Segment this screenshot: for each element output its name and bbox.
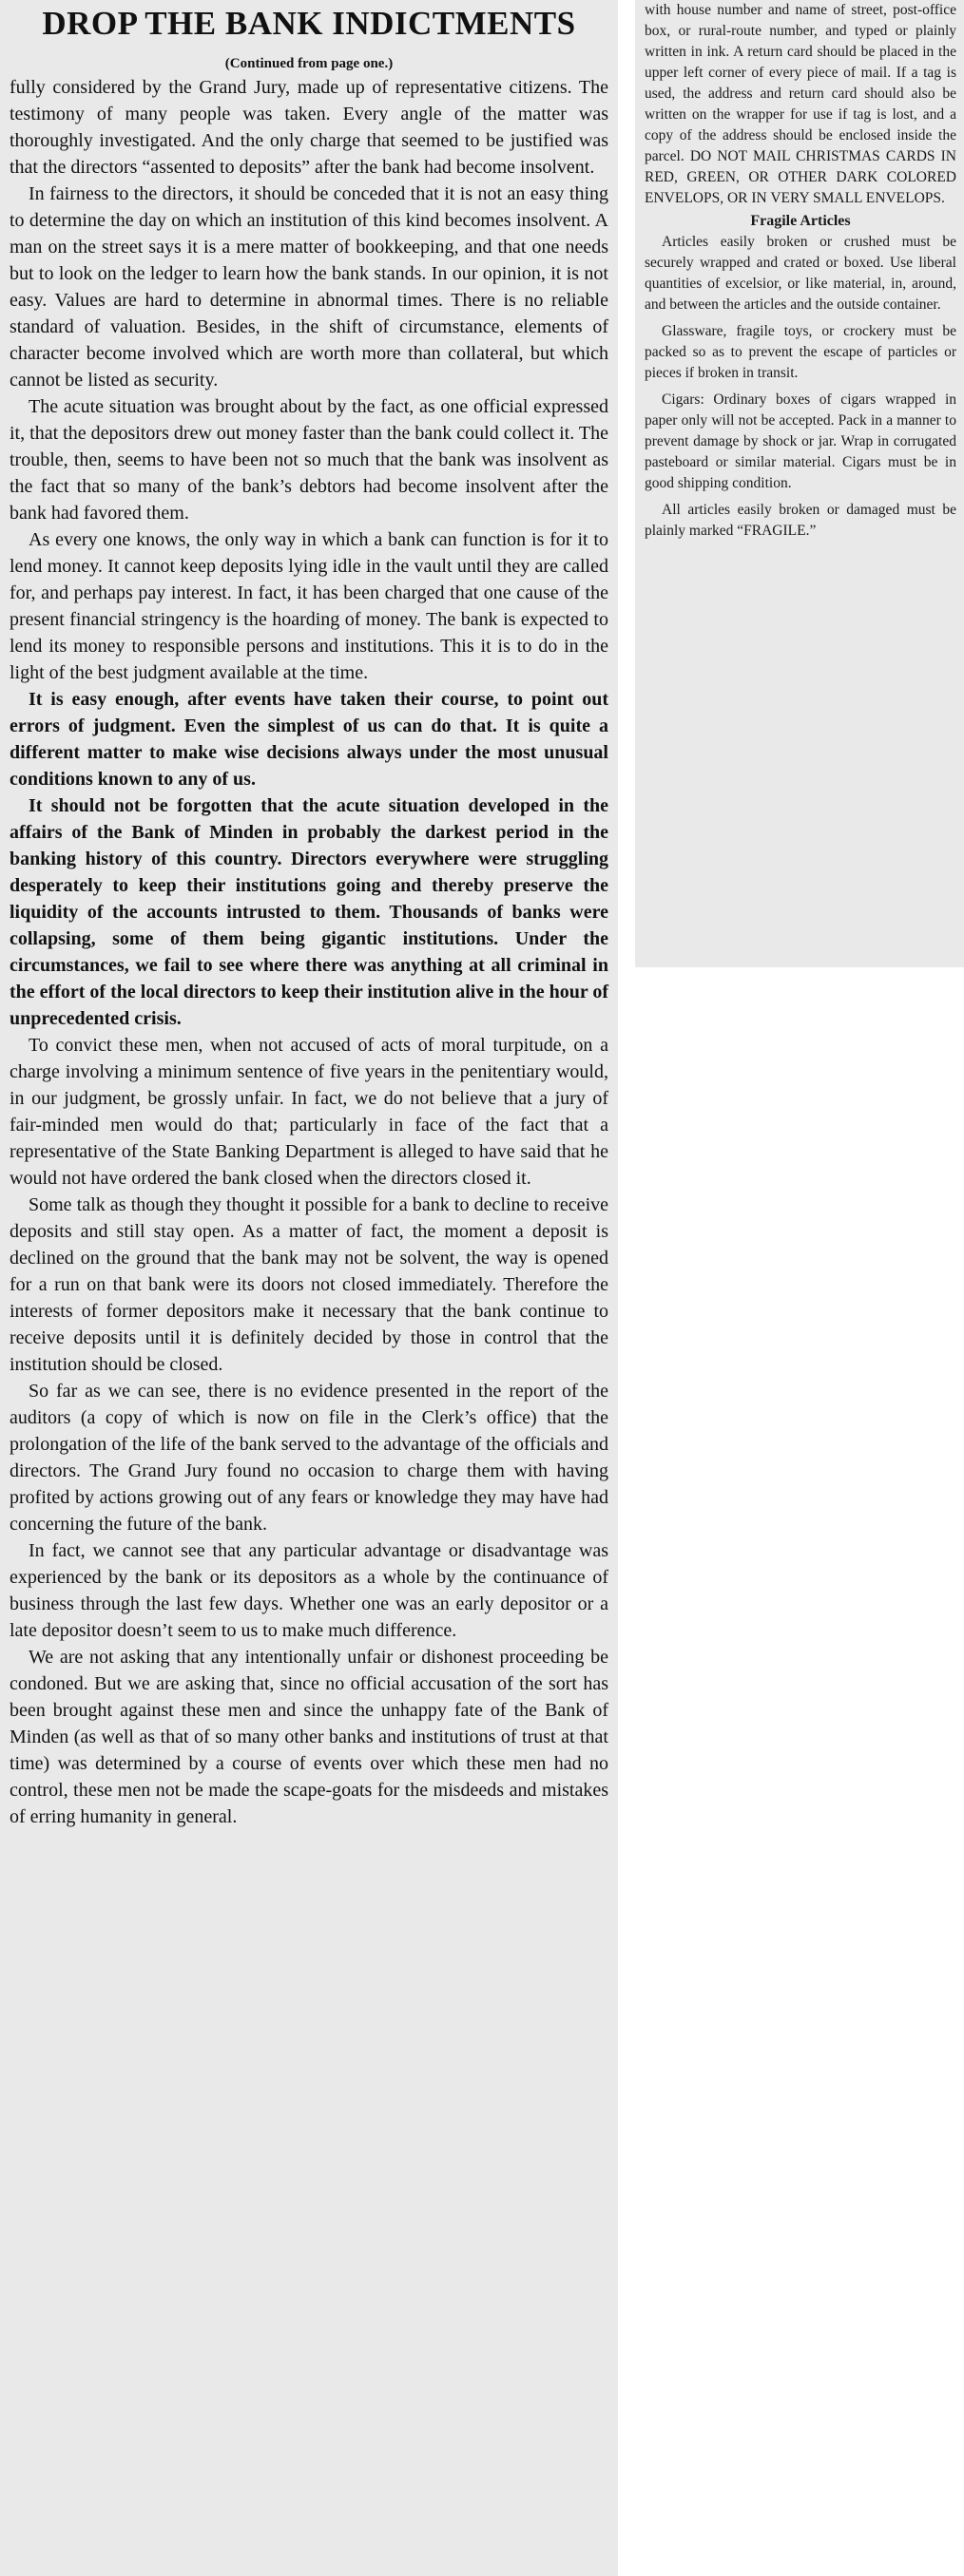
article-paragraph: To convict these men, when not accused of acts of moral turpitude, on a charge involving a minimum sentence of five years in the penitentiary would, in our judgment, be grossly unfair. In fact, we do not believe that a jury of fair-minded men would do that; particularly in face of the fact that a representative of the State Banking Department is alleged to have said that he would not have ordered the bank closed when the directors closed it.	[10, 1035, 608, 1189]
mailing-instructions-column	[635, 0, 964, 967]
fragile-articles-heading: Fragile Articles	[750, 213, 851, 229]
article-paragraph: In fairness to the directors, it should be conceded that it is not an easy thing to determine the day on which an institution of this kind becomes insolvent. A man on the street says it is a mere matter of bookkeeping, and that one needs but to look on the ledger to learn how the bank stands. In our opinion, it is not easy. Values are hard to determine in abnormal times. There is no reliable standard of valuation. Besides, in the shift of circumstance, elements of character become involved which are worth more than collateral, but which cannot be listed as security.	[10, 183, 608, 391]
article-paragraph: fully considered by the Grand Jury, made up of representative citizens. The testimony of many people was taken. Every angle of the matter was thoroughly investigated. And the only charge that seemed to be justified was that the directors “assented to deposits” after the bank had become insolvent.	[10, 77, 608, 178]
mailing-intro: with house number and name of street, post-office box, or rural-route number, and typed or plainly written in ink. A return card should be placed in the upper left corner of every piece of mail. If a tag is used, the address and return card should also be written on the wrapper for use if tag is lost, and a copy of the address should be enclosed inside the parcel. DO NOT MAIL CHRISTMAS CARDS IN RED, GREEN, OR OTHER DARK COLORED ENVELOPS, OR IN VERY SMALL ENVELOPS.	[645, 2, 956, 206]
article-paragraph: As every one knows, the only way in which a bank can function is for it to lend money. It cannot keep deposits lying idle in the vault until they are called for, and perhaps pay interest. In fact, it has been charged that one cause of the present financial stringency is the hoarding of money. The bank is expected to lend its money to responsible persons and institutions. This it is to do in the light of the best judgment available at the time.	[10, 529, 608, 683]
article-paragraph: We are not asking that any intentionally unfair or dishonest proceeding be condoned. But we are asking that, since no official accusation of the sort has been brought against these men and since the unhappy fate of the Bank of Minden (as well as that of so many other banks and institutions of trust at that time) was determined by a course of events over which these men had no control, these men not be made the scape-goats for the misdeeds and mistakes of erring humanity in general.	[10, 1647, 608, 1827]
article-paragraph: It is easy enough, after events have taken their course, to point out errors of judgment. Even the simplest of us can do that. It is quite a different matter to make wise decisions always under the most unusual conditions known to any of us.	[10, 689, 608, 790]
headline: DROP THE BANK INDICTMENTS	[42, 5, 576, 42]
article-paragraph: It should not be forgotten that the acute situation developed in the affairs of the Bank of Minden in probably the darkest period in the banking history of this country. Directors everywhere were struggling desperately to keep their institutions going and thereby preserve the liquidity of the accounts intrusted to them. Thousands of banks were collapsing, some of them being gigantic institutions. Under the circumstances, we fail to see where there was anything at all criminal in the effort of the local directors to keep their institution alive in the hour of unprecedented crisis.	[10, 795, 608, 1029]
article-paragraph: Some talk as though they thought it possible for a bank to decline to receive deposits and still stay open. As a matter of fact, the moment a deposit is declined on the ground that the bank may not be solvent, the way is opened for a run on that bank were its doors not closed immediately. Therefore the interests of former depositors make it necessary that the bank continue to receive deposits until it is definitely decided by those in control that the institution should be closed.	[10, 1194, 608, 1375]
continuation-note: (Continued from page one.)	[224, 56, 394, 71]
article-body	[10, 74, 608, 1830]
article-paragraph: The acute situation was brought about by the fact, as one official expressed it, that the depositors drew out money faster than the bank could collect it. The trouble, then, seems to have been not so much that the bank was insolvent as the fact that so many of the bank’s debtors had become insolvent after the bank had favored them.	[10, 396, 608, 524]
fragile-paragraph: Glassware, fragile toys, or crockery must be packed so as to prevent the escape of particles or pieces if broken in transit.	[645, 323, 956, 381]
fragile-paragraph: Cigars: Ordinary boxes of cigars wrapped in paper only will not be accepted. Pack in a manner to prevent damage by shock or jar. Wrap in corrugated pasteboard or similar material. Cigars must be in good shipping condition.	[645, 391, 956, 491]
fragile-paragraph: Articles easily broken or crushed must be securely wrapped and crated or boxed. Use liberal quantities of excelsior, or like material, in, around, and between the articles and the outside container.	[645, 234, 956, 313]
article-paragraph: In fact, we cannot see that any particular advantage or disadvantage was experienced by the bank or its depositors as a whole by the continuance of business through the last few days. Whether one was an early depositor or a late depositor doesn’t seem to us to make much difference.	[10, 1540, 608, 1641]
fragile-paragraph: All articles easily broken or damaged must be plainly marked “FRAGILE.”	[645, 502, 956, 539]
article-paragraph: So far as we can see, there is no evidence presented in the report of the auditors (a copy of which is now on file in the Clerk’s office) that the prolongation of the life of the bank served to the advantage of the officials and directors. The Grand Jury found no occasion to charge them with having profited by actions growing out of any fears or knowledge they may have had concerning the future of the bank.	[10, 1381, 608, 1535]
